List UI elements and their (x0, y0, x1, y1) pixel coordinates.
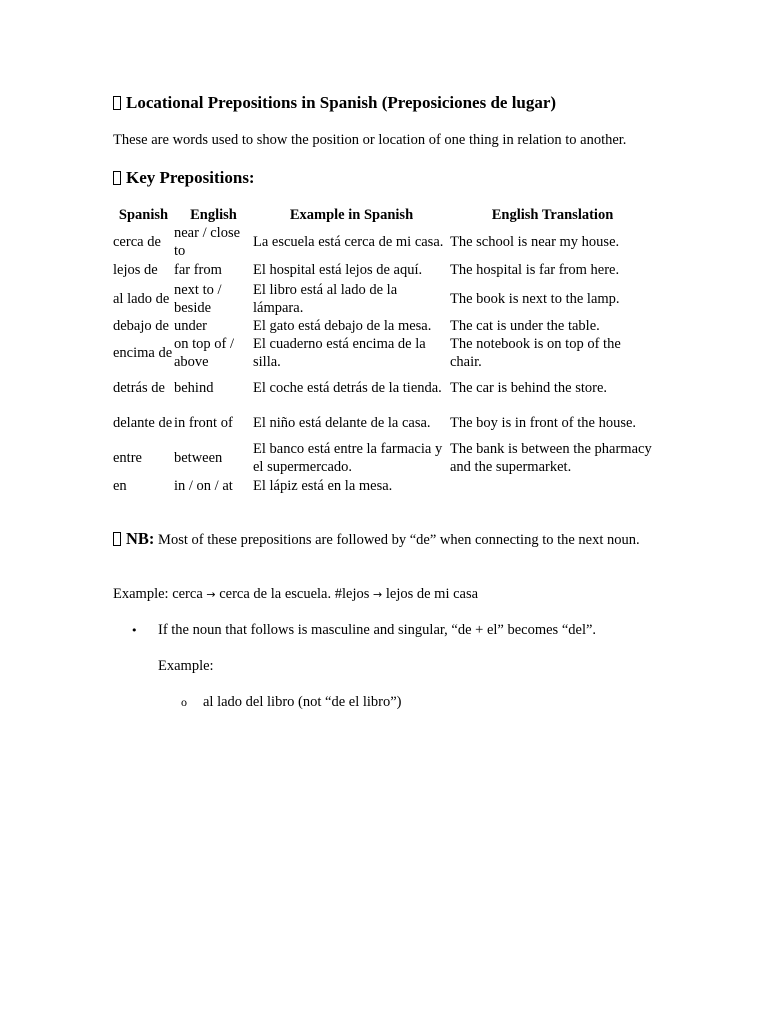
table-row (113, 336, 655, 371)
cell-spanish: cerca de (113, 233, 161, 250)
header-example: Example in Spanish (289, 207, 414, 224)
cell-translation: The car is behind the store. (450, 379, 608, 396)
cell-example: La escuela está cerca de mi casa. (253, 233, 444, 250)
cell-example: El niño está delante de la casa. (253, 414, 431, 431)
cell-spanish: debajo de (113, 317, 169, 334)
arrow-right-icon: → (373, 588, 383, 601)
prepositions-table (113, 207, 655, 498)
bullet-example-label: Example: (158, 658, 214, 674)
cell-spanish: entre (113, 449, 142, 466)
missing-glyph-icon (113, 171, 121, 185)
cell-spanish: detrás de (113, 379, 165, 396)
header-english: English (190, 207, 237, 224)
cell-spanish: en (113, 478, 127, 495)
cell-example: El lápiz está en la mesa. (253, 478, 393, 495)
header-translation: English Translation (491, 207, 614, 224)
example-suffix: lejos de mi casa (382, 586, 479, 602)
cell-english: on top of / above (174, 336, 235, 370)
cell-translation: The boy is in front of the house. (450, 414, 637, 431)
intro-paragraph: These are words used to show the position or location of one thing in relation to another. (113, 132, 627, 148)
cell-english: behind (174, 379, 214, 396)
cell-english: between (174, 449, 223, 466)
cell-english: in / on / at (174, 478, 233, 495)
nb-label: NB: (126, 529, 155, 548)
cell-translation: The bank is between the pharmacy and the supermarket. (450, 441, 652, 475)
table-row (113, 371, 655, 406)
section-heading-text: Key Prepositions: (126, 168, 255, 187)
cell-translation: The notebook is on top of the chair. (450, 336, 621, 370)
cell-english: next to / beside (174, 282, 222, 316)
cell-english: near / close to (174, 225, 241, 259)
missing-glyph-icon (113, 96, 121, 110)
cell-translation: The book is next to the lamp. (450, 290, 620, 307)
cell-spanish: al lado de (113, 290, 170, 307)
cell-example: El cuaderno está encima de la silla. (253, 336, 426, 370)
cell-english: under (174, 317, 208, 334)
table-row (113, 441, 655, 476)
cell-english: in front of (174, 414, 233, 431)
nb-note (113, 530, 643, 550)
cell-example: El gato está debajo de la mesa. (253, 317, 432, 334)
table-row (113, 406, 655, 441)
cell-example: El coche está detrás de la tienda. (253, 379, 442, 396)
cell-spanish: delante de (113, 414, 173, 431)
example-prefix: Example: cerca (113, 586, 207, 602)
missing-glyph-icon (113, 532, 121, 546)
header-spanish: Spanish (118, 207, 169, 224)
example-middle: cerca de la escuela. #lejos (215, 586, 374, 602)
section-heading (113, 168, 255, 188)
arrow-right-icon: → (206, 588, 216, 601)
table-row (113, 317, 655, 336)
table-header-row (113, 207, 655, 225)
table-row (113, 476, 655, 498)
cell-example: El libro está al lado de la lámpara. (253, 282, 398, 316)
circle-bullet-icon: o (181, 695, 187, 709)
cell-translation: The cat is under the table. (450, 317, 600, 334)
title-text: Locational Prepositions in Spanish (Preposiciones de lugar) (126, 93, 557, 112)
cell-translation: The school is near my house. (450, 233, 620, 250)
cell-spanish: lejos de (113, 262, 158, 279)
cell-translation: The hospital is far from here. (450, 262, 620, 279)
cell-translation (450, 476, 655, 498)
bullet-icon: • (131, 624, 138, 637)
example-line (113, 586, 478, 604)
cell-spanish: encima de (113, 344, 173, 361)
cell-example: El banco está entre la farmacia y el supermercado. (253, 441, 443, 475)
document-title (113, 93, 556, 113)
table-row (113, 225, 655, 260)
bullet-text: If the noun that follows is masculine and singular, “de + el” becomes “del”. (158, 622, 597, 638)
table-row (113, 282, 655, 317)
table-row (113, 260, 655, 282)
cell-english: far from (174, 262, 222, 279)
cell-example: El hospital está lejos de aquí. (253, 262, 423, 279)
sub-bullet-text: al lado del libro (not “de el libro”) (203, 694, 402, 710)
nb-text: Most of these prepositions are followed by “de” when connecting to the next noun. (154, 532, 640, 548)
